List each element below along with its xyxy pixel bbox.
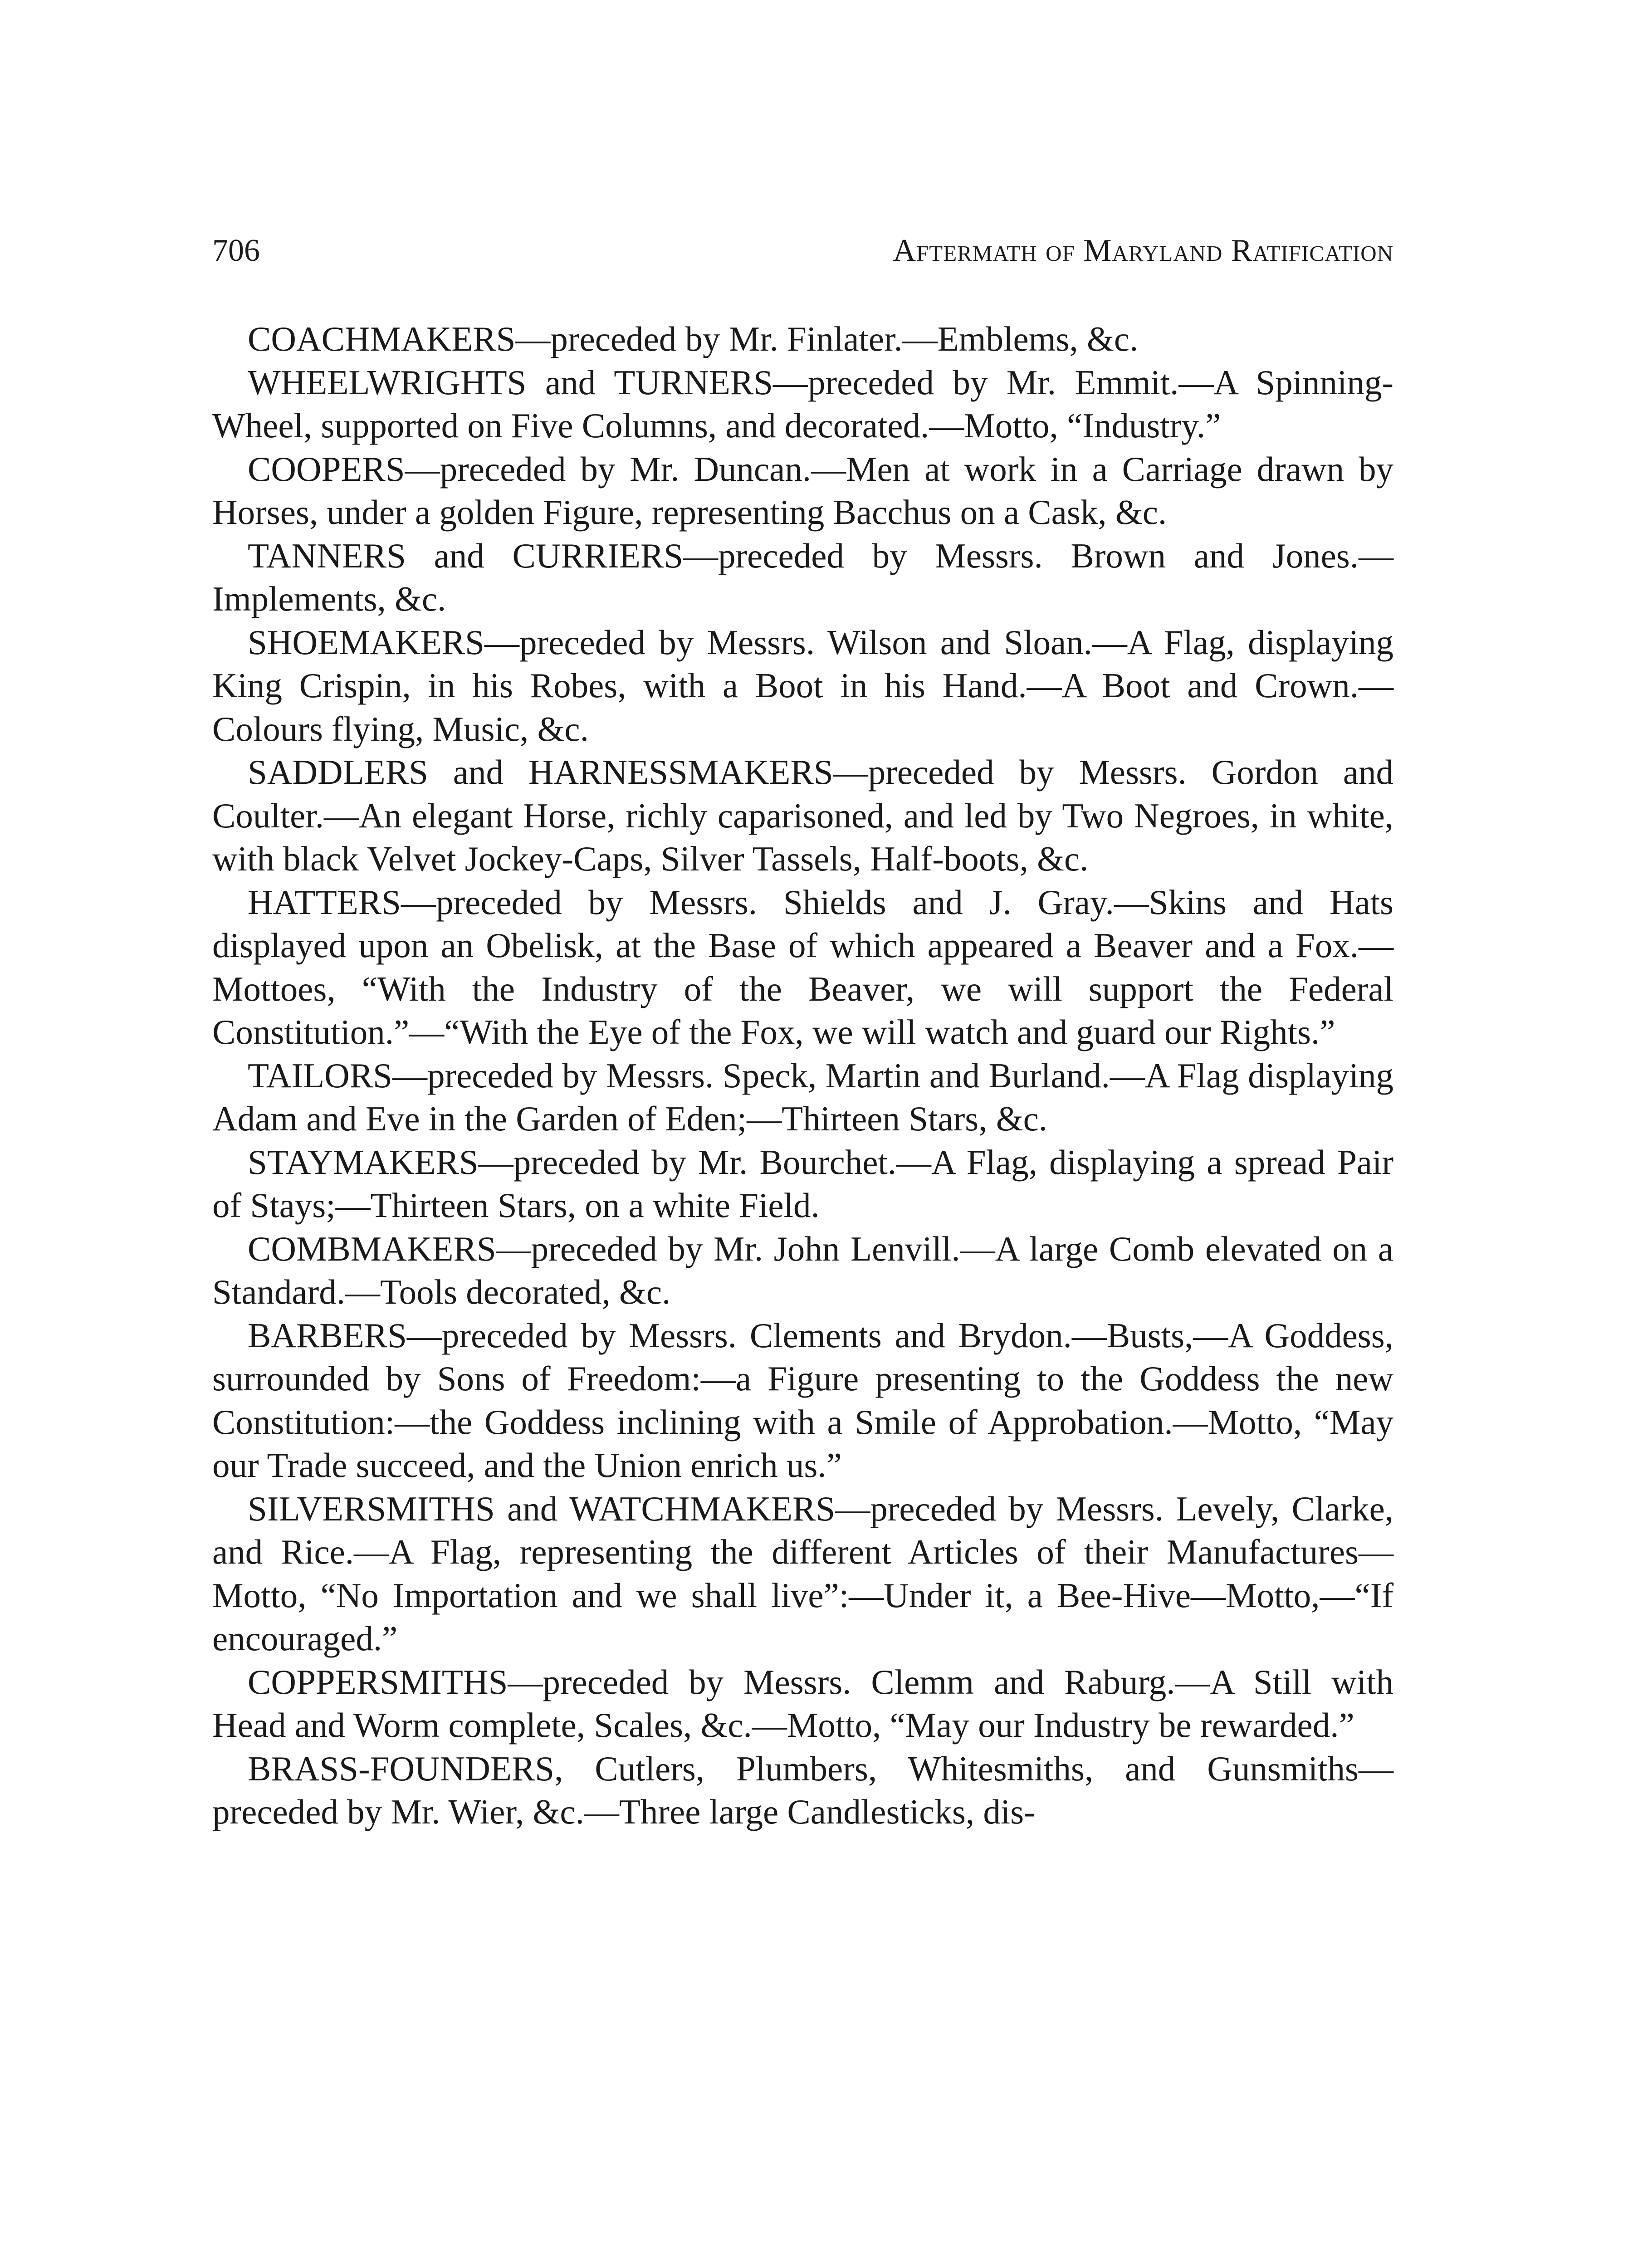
entry-shoemakers: SHOEMAKERS—preceded by Messrs. Wilson and Sloan.—A Flag, displaying King Crispin, in his Robes, with a Boot in his Hand.—A Boot and Crown.—Colours flying, Music, &c. (212, 622, 1393, 748)
entry-coachmakers: COACHMAKERS—preceded by Mr. Finlater.—Emblems, &c. (248, 319, 1139, 358)
entry-staymakers: STAYMAKERS—preceded by Mr. Bourchet.—A Flag, displaying a spread Pair of Stays;—Thirteen Stars, on a white Field. (212, 1142, 1393, 1225)
entry-hatters: HATTERS—preceded by Messrs. Shields and J. Gray.—Skins and Hats displayed upon an Obelisk, at the Base of which appeared a Beaver and a Fox.—Mottoes, “With the Industry of the Beaver, we will support the Federal Constitution.”—“With the Eye of the Fox, we will watch and guard our Rights.” (212, 882, 1393, 1051)
entry-wheelwrights-turners: WHEELWRIGHTS and TURNERS—preceded by Mr. Emmit.—A Spinning-Wheel, supported on Five Columns, and decorated.—Motto, “Industry.” (212, 362, 1393, 445)
entry-coopers: COOPERS—preceded by Mr. Duncan.—Men at work in a Carriage drawn by Horses, under a golden Figure, representing Bacchus on a Cask, &c. (212, 449, 1393, 532)
running-title: Aftermath of Maryland Ratification (893, 233, 1393, 268)
entry-tailors: TAILORS—preceded by Messrs. Speck, Martin and Burland.—A Flag displaying Adam and Eve in the Garden of Eden;—Thirteen Stars, &c. (212, 1056, 1393, 1138)
entry-barbers: BARBERS—preceded by Messrs. Clements and Brydon.—Busts,—A Goddess, surrounded by Sons of Freedom:—a Figure presenting to the Goddess the new Constitution:—the Goddess inclining with a Smile of Approbation.—Motto, “May our Trade succeed, and the Union enrich us.” (212, 1315, 1393, 1485)
page-number: 706 (212, 233, 260, 268)
entry-brass-founders: BRASS-FOUNDERS, Cutlers, Plumbers, Whitesmiths, and Gunsmiths—preceded by Mr. Wier, &c.—Three large Candlesticks, dis- (212, 1749, 1393, 1831)
running-header (212, 226, 1393, 276)
entry-tanners-curriers: TANNERS and CURRIERS—preceded by Messrs. Brown and Jones.—Implements, &c. (212, 536, 1393, 618)
entry-combmakers: COMBMAKERS—preceded by Mr. John Lenvill.—A large Comb elevated on a Standard.—Tools decorated, &c. (212, 1229, 1393, 1311)
body-text (212, 318, 1393, 1834)
entry-silversmiths-watchmakers: SILVERSMITHS and WATCHMAKERS—preceded by Messrs. Levely, Clarke, and Rice.—A Flag, representing the different Articles of their Manufactures—Motto, “No Importation and we shall live”:—Under it, a Bee-Hive—Motto,—“If encouraged.” (212, 1489, 1393, 1658)
entry-coppersmiths: COPPERSMITHS—preceded by Messrs. Clemm and Raburg.—A Still with Head and Worm complete, Scales, &c.—Motto, “May our Industry be rewarded.” (212, 1662, 1393, 1745)
entry-saddlers-harnessmakers: SADDLERS and HARNESSMAKERS—preceded by Messrs. Gordon and Coulter.—An elegant Horse, richly caparisoned, and led by Two Negroes, in white, with black Velvet Jockey-Caps, Silver Tassels, Half-boots, &c. (212, 753, 1393, 878)
